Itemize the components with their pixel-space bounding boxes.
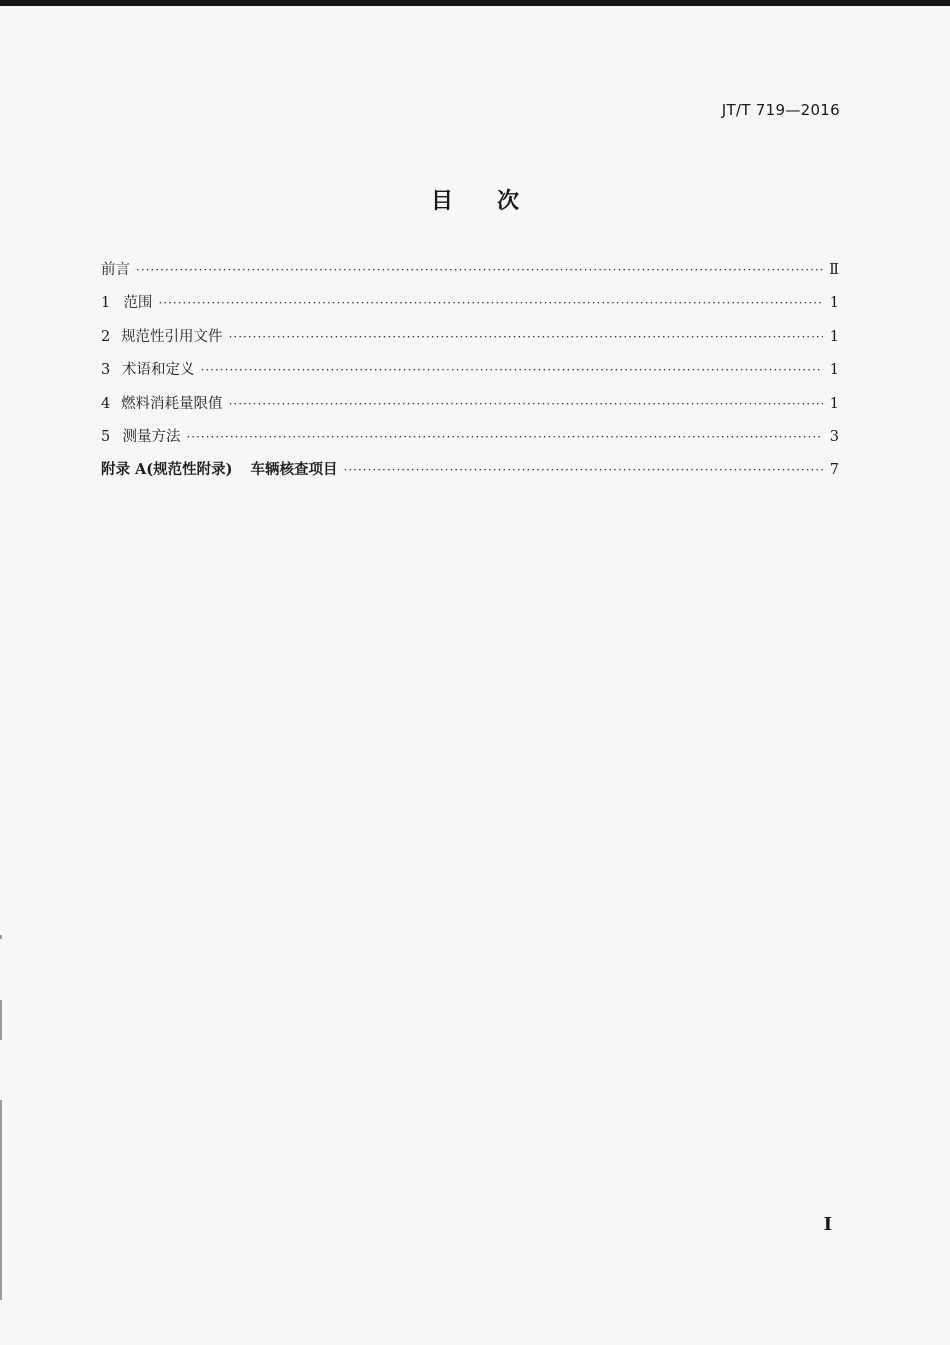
- toc-entry-page: 1: [829, 328, 839, 345]
- toc-entry-page: 3: [829, 428, 839, 445]
- toc-entry-label: 范围: [123, 295, 153, 312]
- toc-leader-dots: [158, 291, 823, 315]
- toc-leader-dots: [136, 258, 823, 282]
- toc-entry-page: 7: [829, 462, 839, 479]
- toc-entry-foreword[interactable]: [101, 258, 839, 291]
- toc-entry-number: 1: [101, 295, 111, 312]
- toc-leader-dots: [229, 325, 823, 349]
- page-title: 目次: [430, 189, 563, 214]
- toc-entry-page: Ⅱ: [829, 262, 839, 278]
- toc-leader-dots: [344, 458, 823, 482]
- scan-edge-mark: [0, 935, 2, 939]
- toc-entry-label: 测量方法: [122, 428, 181, 445]
- page-number: I: [823, 1214, 832, 1235]
- toc-entry-measurement-method[interactable]: [101, 425, 839, 458]
- toc-entry-page: 1: [829, 362, 839, 379]
- toc-leader-dots: [229, 392, 823, 416]
- toc-entry-page: 1: [829, 395, 839, 412]
- toc-entry-number: 5: [101, 428, 111, 445]
- toc-entry-label: 前言: [101, 262, 130, 278]
- document-number: JT/T 719—2016: [721, 101, 840, 119]
- toc-annex-label: [101, 458, 344, 482]
- toc-entry-fuel-limits[interactable]: [101, 392, 839, 425]
- toc-leader-dots: [201, 358, 823, 382]
- table-of-contents: [101, 258, 839, 492]
- top-border: [0, 0, 950, 6]
- toc-entry-annex-a[interactable]: [101, 458, 839, 491]
- toc-annex-title: 附录 A(规范性附录): [101, 461, 233, 479]
- toc-leader-dots: [186, 425, 823, 449]
- toc-entry-terms-definitions[interactable]: [101, 358, 839, 391]
- toc-entry-number: 4: [101, 395, 111, 412]
- toc-entry-label: 规范性引用文件: [121, 328, 223, 345]
- toc-entry-label: 术语和定义: [122, 362, 195, 379]
- scan-edge-mark: [0, 1000, 2, 1040]
- toc-entry-normative-references[interactable]: [101, 325, 839, 358]
- scan-edge-mark: [0, 1100, 2, 1300]
- toc-entry-number: 2: [101, 328, 111, 345]
- toc-entry-label: 燃料消耗量限值: [121, 395, 223, 412]
- toc-entry-number: 3: [101, 362, 111, 379]
- toc-entry-scope[interactable]: [101, 291, 839, 324]
- toc-entry-page: 1: [829, 295, 839, 312]
- toc-annex-subtitle: 车辆核查项目: [250, 461, 338, 479]
